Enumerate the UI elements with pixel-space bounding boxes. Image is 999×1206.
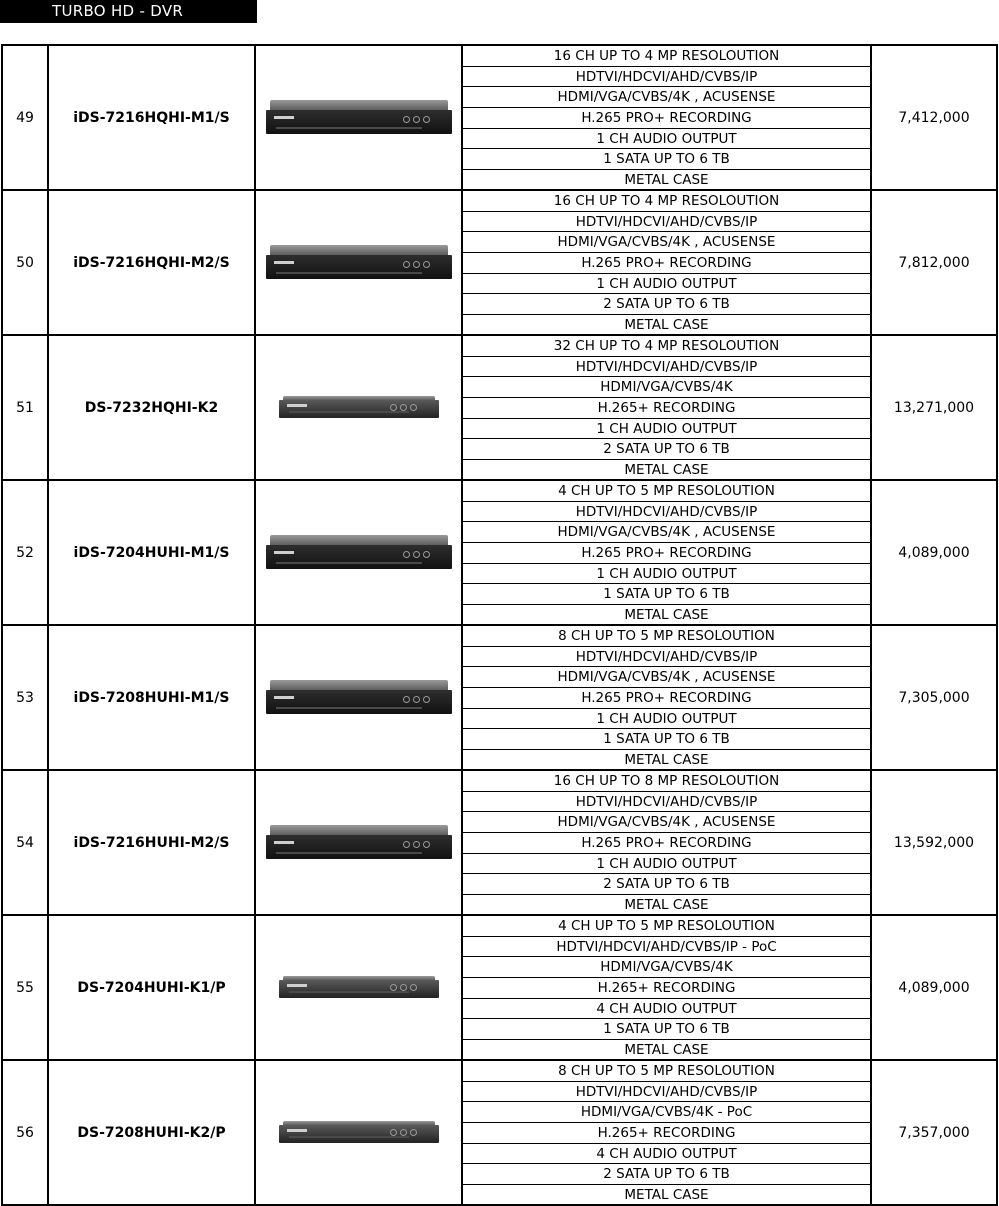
- page-title: TURBO HD - DVR: [0, 0, 257, 23]
- row-number: 51: [1, 336, 49, 479]
- spec-line: 1 SATA UP TO 6 TB: [463, 1019, 870, 1040]
- spec-line: 1 SATA UP TO 6 TB: [463, 149, 870, 170]
- dvr-recorder-icon: [279, 976, 439, 1000]
- spec-line: HDMI/VGA/CVBS/4K , ACUSENSE: [463, 667, 870, 688]
- spec-line: 4 CH UP TO 5 MP RESOLOUTION: [463, 481, 870, 502]
- product-image: [256, 46, 463, 189]
- spec-line: METAL CASE: [624, 897, 709, 914]
- product-image: [256, 1061, 463, 1204]
- spec-line: 4 CH AUDIO OUTPUT: [463, 999, 870, 1020]
- spec-line: HDTVI/HDCVI/AHD/CVBS/IP: [463, 67, 870, 88]
- table-row: [1, 769, 998, 914]
- product-image: [256, 626, 463, 769]
- spec-line: HDTVI/HDCVI/AHD/CVBS/IP: [463, 647, 870, 668]
- spec-list: [463, 191, 872, 334]
- spec-line: 1 SATA UP TO 6 TB: [463, 584, 870, 605]
- product-image: [256, 481, 463, 624]
- table-row: [1, 624, 998, 769]
- spec-list: [463, 46, 872, 189]
- spec-line: METAL CASE: [624, 172, 709, 189]
- row-number: 55: [1, 916, 49, 1059]
- spec-line: METAL CASE: [624, 1187, 709, 1204]
- spec-list: [463, 626, 872, 769]
- spec-line: 1 SATA UP TO 6 TB: [463, 729, 870, 750]
- product-image: [256, 916, 463, 1059]
- spec-line: HDMI/VGA/CVBS/4K , ACUSENSE: [463, 812, 870, 833]
- spec-line: H.265+ RECORDING: [463, 978, 870, 999]
- spec-line: 1 CH AUDIO OUTPUT: [463, 709, 870, 730]
- table-row: [1, 479, 998, 624]
- spec-line: HDMI/VGA/CVBS/4K , ACUSENSE: [463, 87, 870, 108]
- row-number: 49: [1, 46, 49, 189]
- model-name: DS-7208HUHI-K2/P: [49, 1061, 256, 1204]
- price: 7,412,000: [872, 46, 998, 189]
- price: 7,305,000: [872, 626, 998, 769]
- dvr-recorder-icon: [266, 680, 452, 716]
- spec-line: 1 CH AUDIO OUTPUT: [463, 419, 870, 440]
- product-image: [256, 771, 463, 914]
- spec-list: [463, 1061, 872, 1204]
- spec-list: [463, 481, 872, 624]
- model-name: iDS-7216HQHI-M1/S: [49, 46, 256, 189]
- row-number: 50: [1, 191, 49, 334]
- spec-line: HDTVI/HDCVI/AHD/CVBS/IP: [463, 357, 870, 378]
- spec-line: HDTVI/HDCVI/AHD/CVBS/IP: [463, 212, 870, 233]
- row-number: 52: [1, 481, 49, 624]
- spec-list: [463, 336, 872, 479]
- table-row: [1, 1059, 998, 1206]
- spec-line: 16 CH UP TO 4 MP RESOLOUTION: [463, 191, 870, 212]
- dvr-recorder-icon: [279, 1121, 439, 1145]
- spec-line: 2 SATA UP TO 6 TB: [463, 1164, 870, 1185]
- spec-line: 8 CH UP TO 5 MP RESOLOUTION: [463, 626, 870, 647]
- spec-line: HDMI/VGA/CVBS/4K - PoC: [463, 1102, 870, 1123]
- spec-line: H.265+ RECORDING: [463, 398, 870, 419]
- model-name: DS-7232HQHI-K2: [49, 336, 256, 479]
- table-row: [1, 189, 998, 334]
- model-name: iDS-7208HUHI-M1/S: [49, 626, 256, 769]
- spec-list: [463, 771, 872, 914]
- price: 7,812,000: [872, 191, 998, 334]
- spec-line: HDMI/VGA/CVBS/4K , ACUSENSE: [463, 232, 870, 253]
- model-name: iDS-7204HUHI-M1/S: [49, 481, 256, 624]
- spec-line: H.265 PRO+ RECORDING: [463, 833, 870, 854]
- dvr-recorder-icon: [266, 100, 452, 136]
- spec-line: HDTVI/HDCVI/AHD/CVBS/IP: [463, 502, 870, 523]
- dvr-recorder-icon: [266, 825, 452, 861]
- spec-line: 1 CH AUDIO OUTPUT: [463, 129, 870, 150]
- spec-line: HDMI/VGA/CVBS/4K: [463, 377, 870, 398]
- spec-line: H.265 PRO+ RECORDING: [463, 253, 870, 274]
- spec-list: [463, 916, 872, 1059]
- dvr-recorder-icon: [279, 396, 439, 420]
- price: 13,592,000: [872, 771, 998, 914]
- table-row: [1, 914, 998, 1059]
- spec-line: 1 CH AUDIO OUTPUT: [463, 274, 870, 295]
- spec-line: 16 CH UP TO 8 MP RESOLOUTION: [463, 771, 870, 792]
- spec-line: 32 CH UP TO 4 MP RESOLOUTION: [463, 336, 870, 357]
- price: 4,089,000: [872, 916, 998, 1059]
- table-row: [1, 44, 998, 189]
- spec-line: 4 CH UP TO 5 MP RESOLOUTION: [463, 916, 870, 937]
- spec-line: HDTVI/HDCVI/AHD/CVBS/IP: [463, 792, 870, 813]
- spec-line: 2 SATA UP TO 6 TB: [463, 874, 870, 895]
- price: 13,271,000: [872, 336, 998, 479]
- product-image: [256, 191, 463, 334]
- dvr-recorder-icon: [266, 245, 452, 281]
- model-name: iDS-7216HQHI-M2/S: [49, 191, 256, 334]
- spec-line: H.265 PRO+ RECORDING: [463, 688, 870, 709]
- spec-line: H.265 PRO+ RECORDING: [463, 108, 870, 129]
- model-name: DS-7204HUHI-K1/P: [49, 916, 256, 1059]
- spec-line: H.265+ RECORDING: [463, 1123, 870, 1144]
- spec-line: 4 CH AUDIO OUTPUT: [463, 1144, 870, 1165]
- product-image: [256, 336, 463, 479]
- price: 7,357,000: [872, 1061, 998, 1204]
- row-number: 53: [1, 626, 49, 769]
- spec-line: HDTVI/HDCVI/AHD/CVBS/IP: [463, 1082, 870, 1103]
- spec-line: 2 SATA UP TO 6 TB: [463, 294, 870, 315]
- price: 4,089,000: [872, 481, 998, 624]
- spec-line: 1 CH AUDIO OUTPUT: [463, 564, 870, 585]
- spec-line: 1 CH AUDIO OUTPUT: [463, 854, 870, 875]
- dvr-recorder-icon: [266, 535, 452, 571]
- spec-line: METAL CASE: [624, 462, 709, 479]
- row-number: 56: [1, 1061, 49, 1204]
- spec-line: HDTVI/HDCVI/AHD/CVBS/IP - PoC: [463, 937, 870, 958]
- spec-line: 8 CH UP TO 5 MP RESOLOUTION: [463, 1061, 870, 1082]
- spec-line: HDMI/VGA/CVBS/4K , ACUSENSE: [463, 522, 870, 543]
- spec-line: HDMI/VGA/CVBS/4K: [463, 957, 870, 978]
- model-name: iDS-7216HUHI-M2/S: [49, 771, 256, 914]
- spec-line: 2 SATA UP TO 6 TB: [463, 439, 870, 460]
- row-number: 54: [1, 771, 49, 914]
- table-row: [1, 334, 998, 479]
- spec-line: METAL CASE: [624, 1042, 709, 1059]
- spec-line: H.265 PRO+ RECORDING: [463, 543, 870, 564]
- spec-line: METAL CASE: [624, 317, 709, 334]
- spec-line: METAL CASE: [624, 752, 709, 769]
- spec-line: METAL CASE: [624, 607, 709, 624]
- spec-line: 16 CH UP TO 4 MP RESOLOUTION: [463, 46, 870, 67]
